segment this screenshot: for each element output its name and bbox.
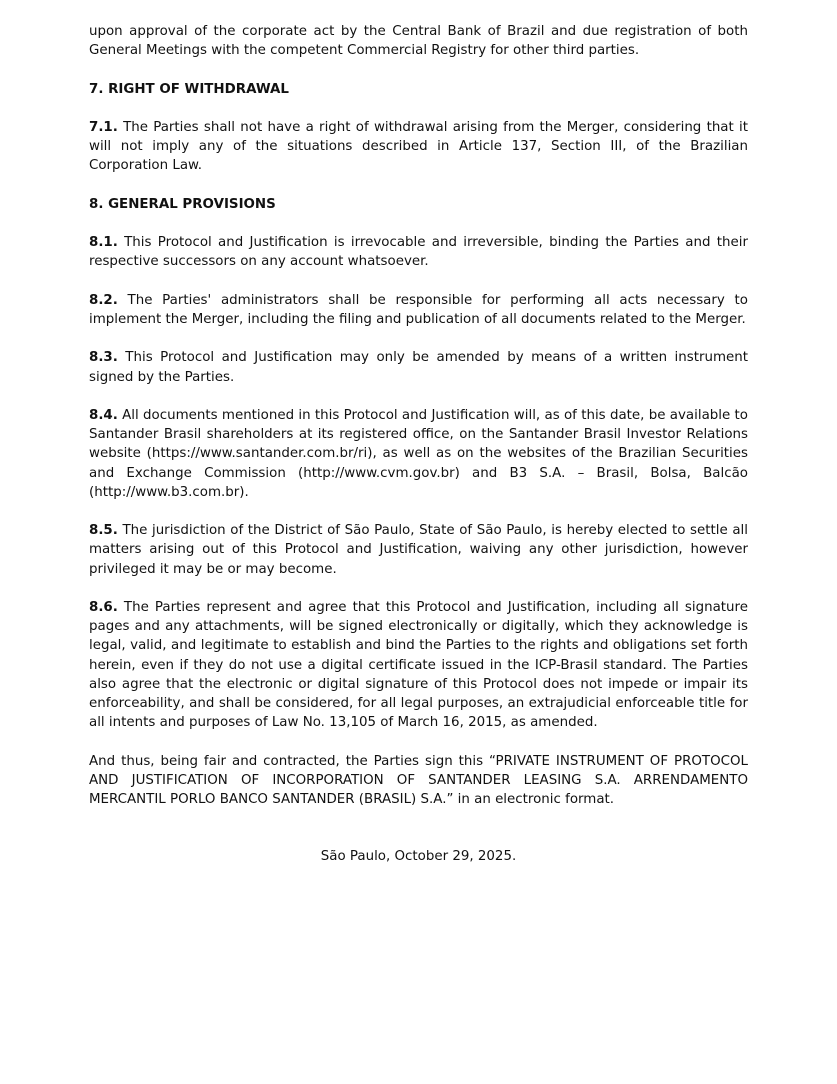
document-page <box>89 22 748 886</box>
clause-number: 8.3. <box>89 350 118 366</box>
clause-text: The Parties' administrators shall be responsible for performing all acts necessary to implement the Merger, including the filing and publication of all documents related to the Merger. <box>89 292 748 327</box>
section-8-heading: 8. GENERAL PROVISIONS <box>89 196 276 212</box>
clause-8-6 <box>89 598 748 732</box>
clause-number: 8.6. <box>89 599 118 615</box>
clause-text: All documents mentioned in this Protocol and Justification will, as of this date, be available to Santander Brasil shareholders at its registered office, on the Santander Brasil Investor Relations website (https://www.santander.com.br/ri), as well as on the websites of the Brazilian Securities and Exchange Commission (http://www.cvm.gov.br) and B3 S.A. – Brasil, Bolsa, Balcão (http://www.b3.com.br). <box>89 407 748 500</box>
date-line: São Paulo, October 29, 2025. <box>320 849 517 865</box>
clause-8-4 <box>89 406 748 502</box>
clause-8-2 <box>89 291 748 329</box>
clause-number: 8.4. <box>89 407 118 423</box>
clause-number: 8.5. <box>89 523 118 539</box>
clause-8-5 <box>89 521 748 579</box>
section-7-heading: 7. RIGHT OF WITHDRAWAL <box>89 81 289 97</box>
clause-8-1 <box>89 233 748 271</box>
clause-8-3 <box>89 348 748 386</box>
clause-number: 7.1. <box>89 119 118 135</box>
clause-text: This Protocol and Justification is irrevocable and irreversible, binding the Parties and their respective successors on any account whatsoever. <box>89 235 748 270</box>
clause-number: 8.1. <box>89 235 118 251</box>
clause-7-1 <box>89 118 748 176</box>
clause-number: 8.2. <box>89 292 118 308</box>
clause-text: This Protocol and Justification may only be amended by means of a written instrument signed by the Parties. <box>89 350 748 385</box>
intro-paragraph: upon approval of the corporate act by the Central Bank of Brazil and due registration of both General Meetings with the competent Commercial Registry for other third parties. <box>89 24 748 59</box>
clause-text: The Parties shall not have a right of withdrawal arising from the Merger, considering that it will not imply any of the situations described in Article 137, Section III, of the Brazilian Corporation Law. <box>89 119 748 174</box>
clause-text: The jurisdiction of the District of São Paulo, State of São Paulo, is hereby elected to settle all matters arising out of this Protocol and Justification, waiving any other jurisdiction, however privileged it may be or may become. <box>89 523 748 577</box>
closing-paragraph: And thus, being fair and contracted, the Parties sign this “PRIVATE INSTRUMENT OF PROTOCOL AND JUSTIFICATION OF INCORPORATION OF SANTANDER LEASING S.A. ARRENDAMENTO MERCANTIL PORLO BANCO SANTANDER (BRASIL) S.A.” in an electronic format. <box>89 753 748 807</box>
clause-text: The Parties represent and agree that this Protocol and Justification, including all signature pages and any attachments, will be signed electronically or digitally, which they acknowledge is legal, valid, and legitimate to establish and bind the Parties to the rights and obligations set forth herein, even if they do not use a digital certificate issued in the ICP-Brasil standard. The Parties also agree that the electronic or digital signature of this Protocol does not impede or impair its enforceability, and shall be considered, for all legal purposes, an extrajudicial enforceable title for all intents and purposes of Law No. 13,105 of March 16, 2015, as amended. <box>89 599 748 731</box>
